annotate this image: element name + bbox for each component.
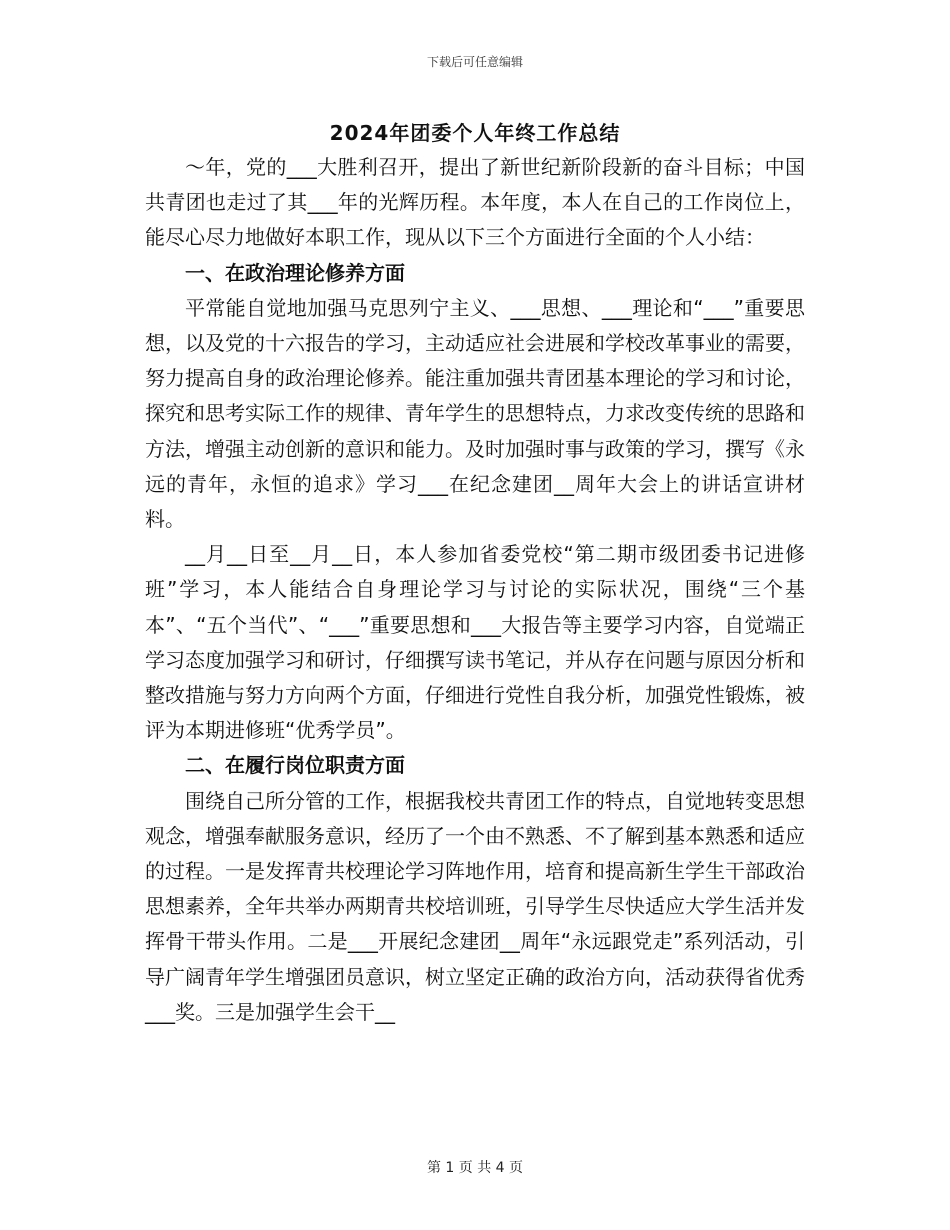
page-header-note: 下载后可任意编辑	[426, 55, 523, 69]
page-indicator: 第 1 页 共 4 页	[426, 1160, 524, 1176]
section2-paragraph-1: 围绕自己所分管的工作，根据我校共青团工作的特点，自觉地转变思想观念，增强奉献服务意识，经历了一个由不熟悉、不了解到基本熟悉和适应的过程。一是发挥青共校理论学习阵地作用，培育和提高新生学生干部政治思想素养，全年共举办两期青共校培训班，引导学生尽快适应大学生活并发挥骨干带头作用。二是___开展纪念建团__周年“永远跟党走”系列活动，引导广阔青年学生增强团员意识，树立坚定正确的政治方向，活动获得省优秀___奖。三是加强学生会干__	[145, 788, 805, 1024]
intro-paragraph: ～年，党的___大胜利召开，提出了新世纪新阶段新的奋斗目标；中国共青团也走过了其___年的光辉历程。本年度，本人在自己的工作岗位上，能尽心尽力地做好本职工作，现从以下三个方面进行全面的个人小结：	[145, 155, 805, 250]
document-title: 2024年团委个人年终工作总结	[329, 121, 621, 145]
section-heading-political-theory: 一、在政治理论修养方面	[185, 260, 405, 285]
section1-paragraph-2: __月__日至__月__日，本人参加省委党校“第二期市级团委书记进修班”学习，本人能结合自身理论学习与讨论的实际状况，围绕“三个基本”、“五个当代”、“___”重要思想和___大报告等主要学习内容，自觉端正学习态度加强学习和研讨，仔细撰写读书笔记，并从存在问题与原因分析和整改措施与努力方向两个方面，仔细进行党性自我分析，加强党性锻炼，被评为本期进修班“优秀学员”。	[145, 542, 805, 743]
document-body	[145, 150, 805, 1030]
section-heading-job-duties: 二、在履行岗位职责方面	[185, 753, 405, 778]
section1-paragraph-1: 平常能自觉地加强马克思列宁主义、___思想、___理论和“___”重要思想，以及党的十六报告的学习，主动适应社会进展和学校改革事业的需要，努力提高自身的政治理论修养。能注重加强共青团基本理论的学习和讨论，探究和思考实际工作的规律、青年学生的思想特点，力求改变传统的思路和方法，增强主动创新的意识和能力。及时加强时事与政策的学习，撰写《永远的青年，永恒的追求》学习___在纪念建团__周年大会上的讲话宣讲材料。	[145, 295, 805, 532]
